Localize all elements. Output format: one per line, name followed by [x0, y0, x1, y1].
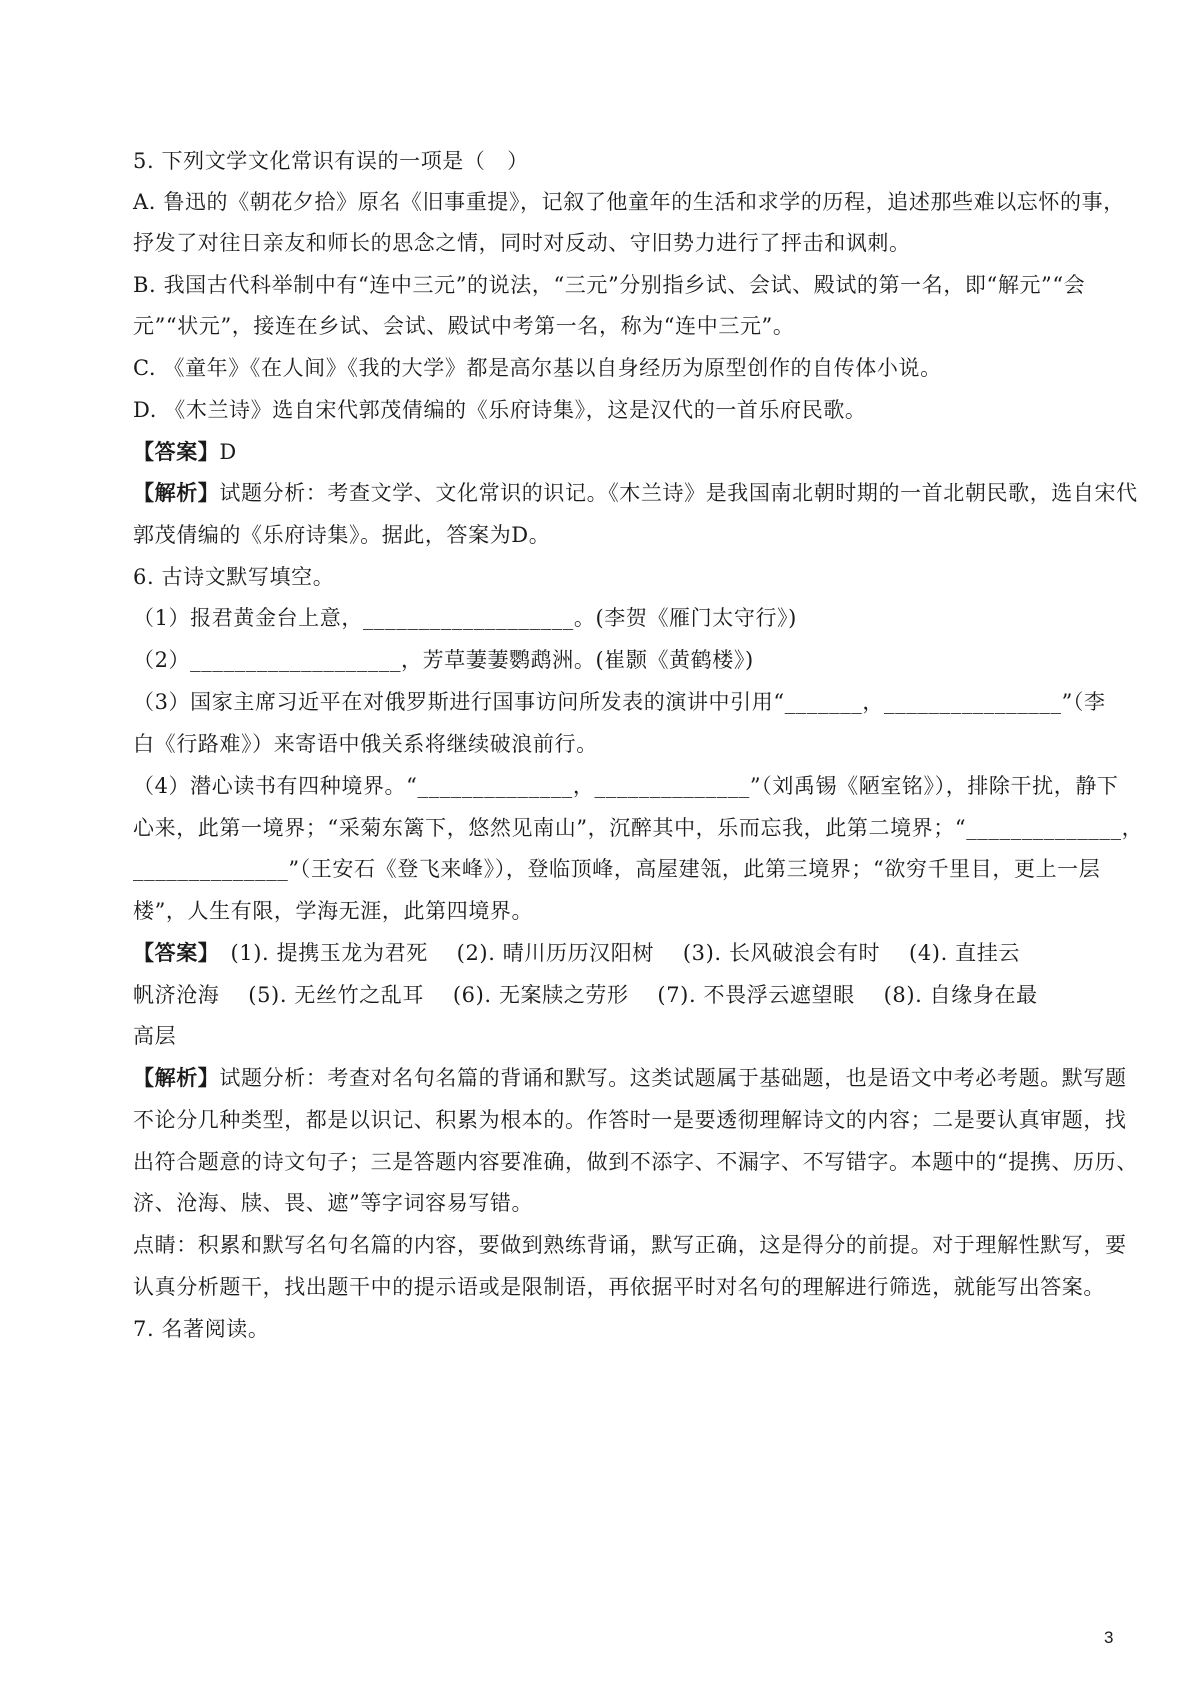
q5-answer-line [133, 437, 1093, 467]
q6-sub4-line2: 心来，此第一境界；“采菊东篱下，悠然见南山”，沉醉其中，乐而忘我，此第二境界；“______________， [133, 816, 1144, 840]
q6-analysis-line1 [133, 1063, 1127, 1093]
q5-option-d: D. 《木兰诗》选自宋代郭茂倩编的《乐府诗集》，这是汉代的一首乐府民歌。 [133, 398, 867, 422]
analysis-tag: 【解析】 [133, 1065, 220, 1090]
q6-analysis-line4: 济、沧海、牍、畏、遮”等字词容易写错。 [133, 1191, 534, 1215]
q5-analysis-line1 [133, 478, 1138, 508]
q6-sub1: （1）报君黄金台上意，___________________。(李贺《雁门太守行》) [133, 606, 797, 630]
q5-option-b-line1: B. 我国古代科举制中有“连中三元”的说法，“三元”分别指乡试、会试、殿试的第一名，即“解元”“会 [133, 273, 1086, 297]
answer-tag: 【答案】 [133, 439, 220, 464]
q5-analysis-line2: 郭茂倩编的《乐府诗集》。据此，答案为D。 [133, 523, 551, 547]
q6-answer-line3: 高层 [133, 1024, 177, 1048]
q6-stem: 6. 古诗文默写填空。 [133, 565, 335, 589]
q5-option-a-line1: A. 鲁迅的《朝花夕拾》原名《旧事重提》，记叙了他童年的生活和求学的历程，追述那些难以忘怀的事， [133, 190, 1125, 214]
q6-answer-line2: 帆济沧海 (5). 无丝竹之乱耳 (6). 无案牍之劳形 (7). 不畏浮云遮望眼 (8). 自缘身在最 [133, 983, 1038, 1007]
q6-sub3-line2: 白《行路难》）来寄语中俄关系将继续破浪前行。 [133, 732, 598, 756]
q6-analysis-line3: 出符合题意的诗文句子；三是答题内容要准确，做到不添字、不漏字、不写错字。本题中的“提携、历历、 [133, 1150, 1138, 1174]
q5-option-c: C. 《童年》《在人间》《我的大学》都是高尔基以自身经历为原型创作的自传体小说。 [133, 356, 942, 380]
q6-tip-line2: 认真分析题干，找出题干中的提示语或是限制语，再依据平时对名句的理解进行筛选，就能写出答案。 [133, 1275, 1105, 1299]
q5-option-a-line2: 抒发了对往日亲友和师长的思念之情，同时对反动、守旧势力进行了抨击和讽刺。 [133, 231, 911, 255]
q6-analysis-line2: 不论分几种类型，都是以识记、积累为根本的。作答时一是要透彻理解诗文的内容；二是要认真审题，找 [133, 1108, 1127, 1132]
q6-answer-text: (1). 提携玉龙为君死 (2). 晴川历历汉阳树 (3). 长风破浪会有时 (4). 直挂云 [208, 941, 1020, 965]
analysis-tag: 【解析】 [133, 480, 220, 505]
q6-tip-line1: 点睛：积累和默写名句名篇的内容，要做到熟练背诵，默写正确，这是得分的前提。对于理解性默写，要 [133, 1233, 1127, 1257]
q5-answer: D [219, 440, 237, 464]
page-number: 3 [1104, 1628, 1114, 1647]
q5-analysis-text: 试题分析：考查文学、文化常识的识记。《木兰诗》是我国南北朝时期的一首北朝民歌，选自宋代 [219, 481, 1138, 505]
q6-analysis-text: 试题分析：考查对名句名篇的背诵和默写。这类试题属于基础题，也是语文中考必考题。默写题 [219, 1066, 1127, 1090]
q6-sub4-line4: 楼”，人生有限，学海无涯，此第四境界。 [133, 899, 534, 923]
q6-sub3-line1: （3）国家主席习近平在对俄罗斯进行国事访问所发表的演讲中引用“_______，________________”（李 [133, 690, 1106, 714]
q6-answer-line1 [133, 938, 1093, 968]
q6-sub4-line1: （4）潜心读书有四种境界。“______________，______________”（刘禹锡《陋室铭》），排除干扰，静下 [133, 774, 1119, 798]
q6-sub4-line3: ______________”（王安石《登飞来峰》），登临顶峰，高屋建瓴，此第三境界；“欲穷千里目，更上一层 [133, 857, 1101, 881]
answer-tag: 【答案】 [133, 940, 209, 965]
q5-option-b-line2: 元”“状元”，接连在乡试、会试、殿试中考第一名，称为“连中三元”。 [133, 314, 795, 338]
q6-sub2: （2）___________________，芳草萋萋鹦鹉洲。(崔颢《黄鹤楼》) [133, 648, 754, 672]
q7-stem: 7. 名著阅读。 [133, 1317, 270, 1341]
q5-stem: 5. 下列文学文化常识有误的一项是（ ） [133, 149, 529, 173]
